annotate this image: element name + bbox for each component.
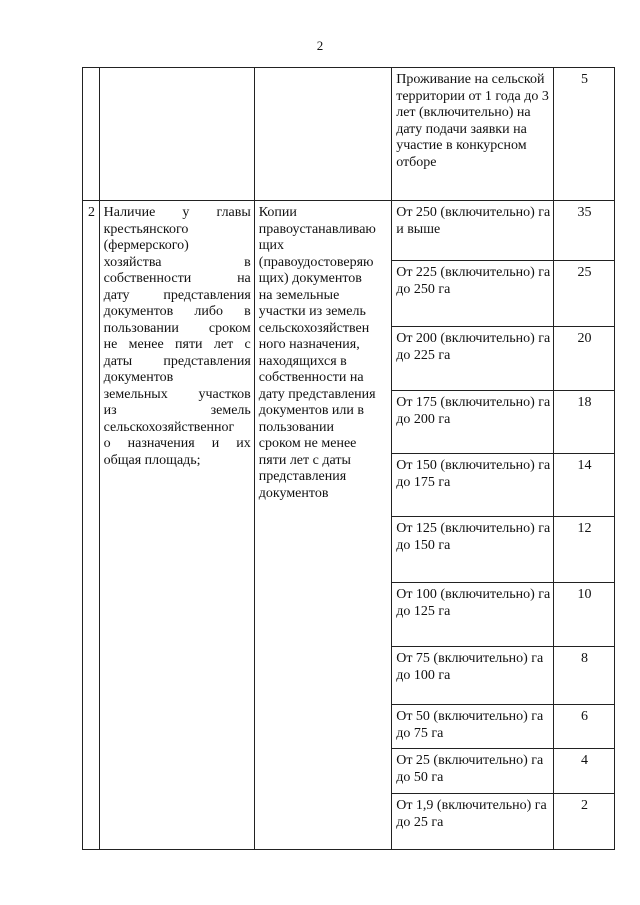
- document-line: сроком не менее: [258, 436, 357, 451]
- document-line: (правоудостоверяю: [258, 254, 374, 270]
- document-line: на земельные: [258, 287, 340, 303]
- criteria-table-body: [83, 68, 615, 850]
- condition-cell: От 125 (включительно) га до 150 га: [392, 517, 554, 583]
- condition-cell: От 175 (включительно) га до 200 га: [392, 391, 554, 454]
- document-line: пяти лет с даты: [258, 452, 351, 468]
- indicator-cell: [99, 201, 254, 850]
- indicator-line: хозяйства в: [103, 254, 251, 270]
- document-line: дату представления: [258, 386, 376, 402]
- document-line: пользовании: [258, 419, 335, 435]
- indicator-line: из земель: [103, 403, 251, 418]
- indicator-line: собственности на: [103, 271, 251, 286]
- indicator-line: сельскохозяйственног: [103, 419, 235, 435]
- document-line: участки из земель: [258, 304, 366, 319]
- document-line: документов или в: [258, 403, 365, 418]
- indicator-line: (фермерского): [103, 238, 189, 253]
- score-cell: 12: [554, 517, 615, 583]
- score-cell: 14: [554, 454, 615, 517]
- indicator-line: Наличие у главы: [103, 205, 251, 220]
- table-row: [83, 68, 615, 201]
- condition-cell: От 1,9 (включительно) га до 25 га: [392, 794, 554, 850]
- document-line: сельскохозяйствен: [258, 320, 370, 336]
- score-cell: 10: [554, 583, 615, 647]
- documents-cell: [254, 68, 391, 201]
- score-cell: 18: [554, 391, 615, 454]
- criteria-table: [82, 67, 615, 850]
- document-line: представления: [258, 469, 347, 484]
- score-cell: 5: [554, 68, 615, 201]
- indicator-line: документов либо в: [103, 304, 251, 319]
- indicator-cell: [99, 68, 254, 201]
- document-line: щих) документов: [258, 271, 362, 286]
- score-cell: 25: [554, 261, 615, 327]
- condition-cell: От 100 (включительно) га до 125 га: [392, 583, 554, 647]
- indicator-line: документов: [103, 370, 174, 385]
- document-line: ного назначения,: [258, 337, 360, 352]
- indicator-line: о назначения и их: [103, 436, 251, 451]
- indicator-line: земельных участков: [103, 386, 251, 402]
- condition-cell: От 200 (включительно) га до 225 га: [392, 327, 554, 391]
- score-cell: 20: [554, 327, 615, 391]
- condition-cell: От 50 (включительно) га до 75 га: [392, 705, 554, 749]
- document-line: щих: [258, 238, 285, 253]
- score-cell: 6: [554, 705, 615, 749]
- condition-cell: Проживание на сельской территории от 1 года до 3 лет (включительно) на дату подачи заявки на участие в конкурсном отборе: [392, 68, 554, 201]
- score-cell: 35: [554, 201, 615, 261]
- score-cell: 4: [554, 749, 615, 794]
- indicator-line: даты представления: [103, 353, 251, 369]
- condition-cell: От 150 (включительно) га до 175 га: [392, 454, 554, 517]
- document-line: Копии: [258, 205, 297, 220]
- document-line: находящихся в: [258, 353, 347, 369]
- condition-cell: От 75 (включительно) га до 100 га: [392, 647, 554, 705]
- score-cell: 2: [554, 794, 615, 850]
- condition-cell: От 250 (включительно) га и выше: [392, 201, 554, 261]
- document-line: собственности на: [258, 370, 364, 385]
- condition-cell: От 25 (включительно) га до 50 га: [392, 749, 554, 794]
- indicator-line: дату представления: [103, 287, 251, 303]
- table-row: [83, 201, 615, 261]
- indicator-line: крестьянского: [103, 221, 189, 237]
- row-number: 2: [83, 201, 100, 850]
- score-cell: 8: [554, 647, 615, 705]
- condition-cell: От 225 (включительно) га до 250 га: [392, 261, 554, 327]
- document-line: документов: [258, 485, 329, 501]
- indicator-line: общая площадь;: [103, 452, 201, 468]
- row-number: [83, 68, 100, 201]
- document-line: правоустанавливаю: [258, 221, 376, 237]
- indicator-line: пользовании сроком: [103, 320, 251, 336]
- page-number: 2: [316, 38, 324, 53]
- documents-cell: [254, 201, 391, 850]
- indicator-line: не менее пяти лет с: [103, 337, 251, 352]
